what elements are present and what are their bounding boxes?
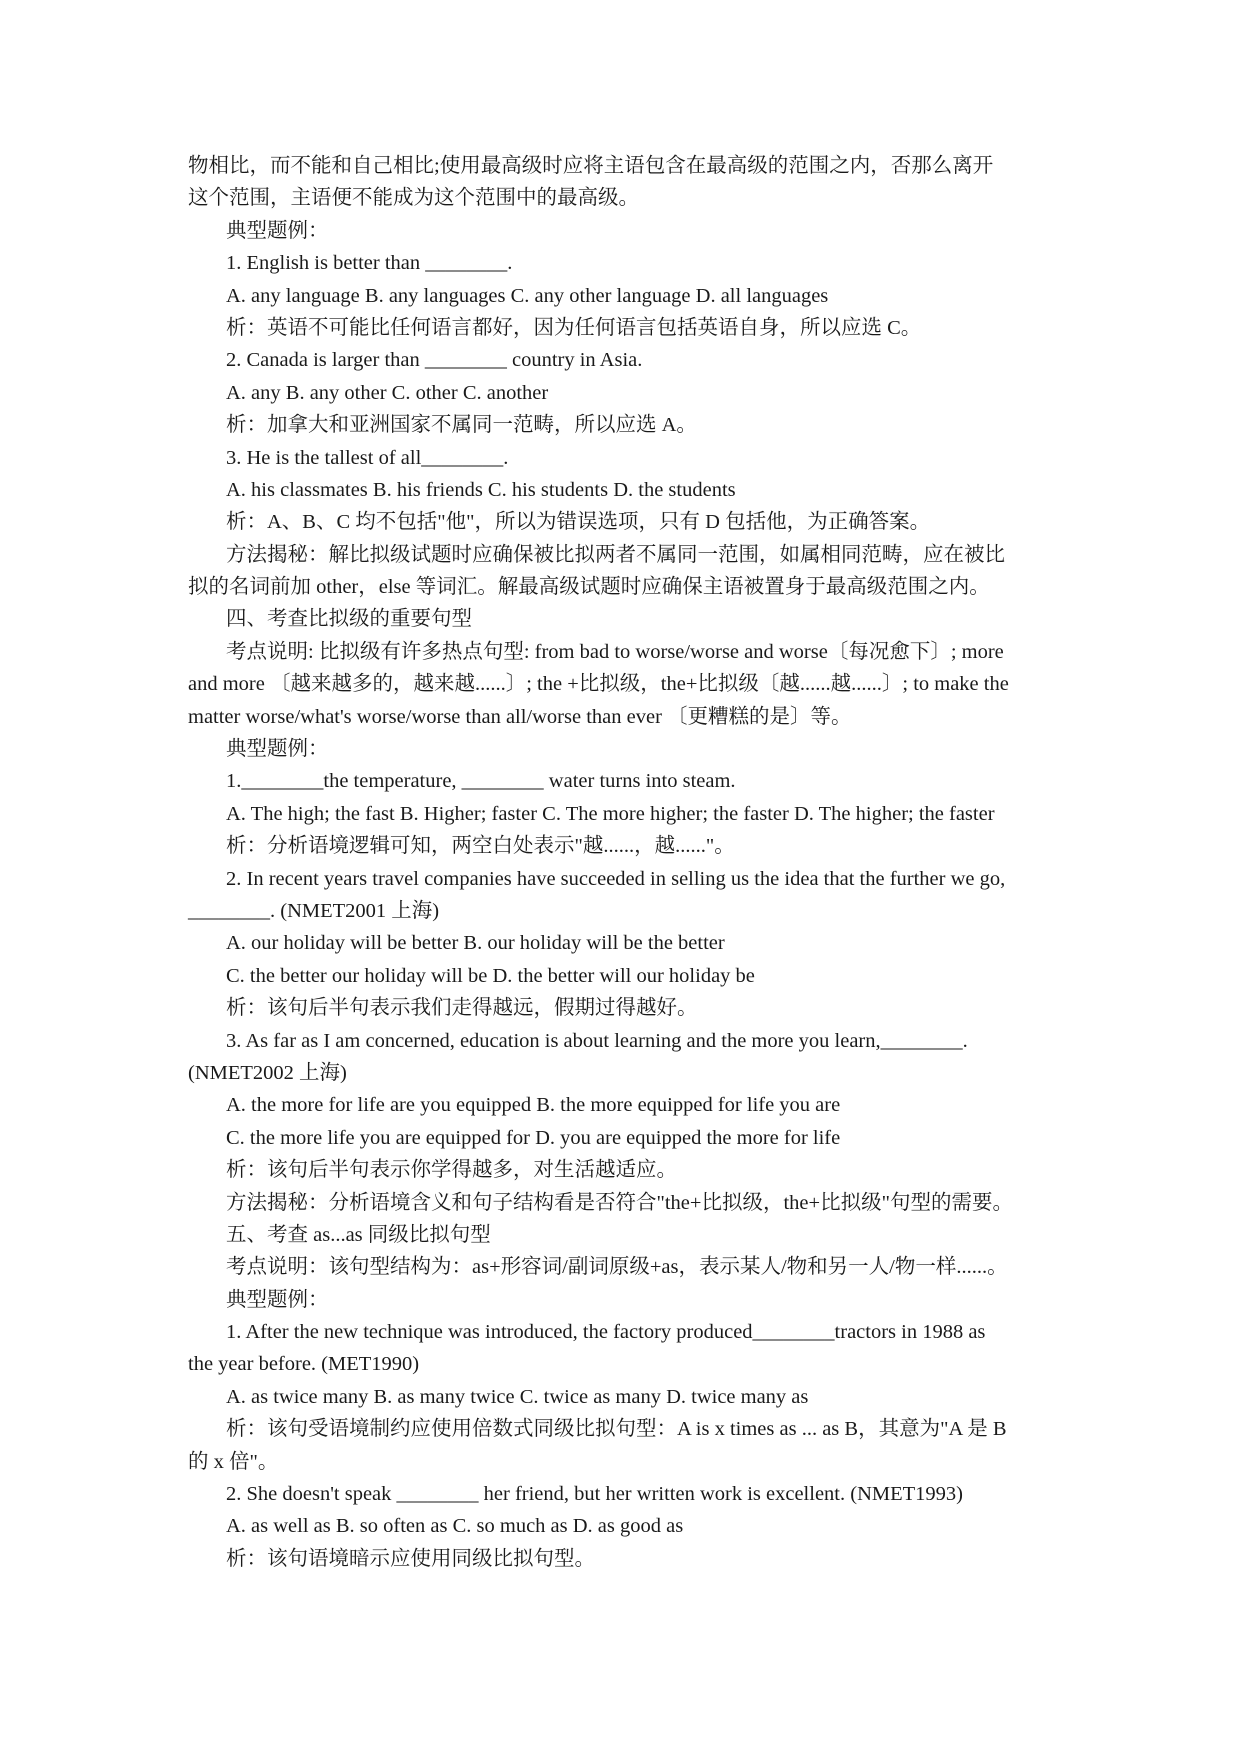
answer-options: A. as well as B. so often as C. so much as D. as good as (226, 1515, 684, 1538)
answer-options: A. any B. any other C. other C. another (226, 381, 549, 404)
analysis-text: 析：该句受语境制约应使用倍数式同级比拟句型：A is x times as ... as B，其意为"A 是 B (226, 1418, 1007, 1441)
explanation-text: matter worse/what's worse/worse than all/worse than ever 〔更糟糕的是〕等。 (188, 705, 852, 728)
analysis-text: 析：英语不可能比任何语言都好，因为任何语言包括英语自身，所以应选 C。 (226, 316, 922, 339)
analysis-text: 析：分析语境逻辑可知，两空白处表示"越......，越......"。 (226, 835, 735, 858)
question-text: 2. Canada is larger than ________ country in Asia. (226, 349, 643, 372)
question-text: 3. He is the tallest of all________. (226, 446, 509, 469)
section-heading: 典型题例： (226, 219, 329, 242)
explanation-text: and more 〔越来越多的，越来越......〕; the +比拟级，the+比拟级〔越......越......〕; to make the (188, 673, 1009, 696)
method-text: 方法揭秘：分析语境含义和句子结构看是否符合"the+比拟级，the+比拟级"句型的需要。 (226, 1191, 1013, 1214)
section-heading: 四、考查比拟级的重要句型 (226, 608, 472, 631)
answer-options: A. our holiday will be better B. our holiday will be the better (226, 932, 725, 955)
question-text: 1. English is better than ________. (226, 252, 513, 275)
answer-options: A. his classmates B. his friends C. his students D. the students (226, 478, 736, 501)
analysis-text: 析：该句语境暗示应使用同级比拟句型。 (226, 1547, 595, 1570)
section-heading: 五、考查 as...as 同级比拟句型 (226, 1223, 491, 1246)
explanation-text: 考点说明：该句型结构为：as+形容词/副词原级+as，表示某人/物和另一人/物一样......。 (226, 1256, 1008, 1279)
question-text: 1. After the new technique was introduced, the factory produced________tractors in 1988 as (226, 1321, 986, 1344)
answer-options: A. as twice many B. as many twice C. twice as many D. twice many as (226, 1385, 809, 1408)
question-text: 3. As far as I am concerned, education is about learning and the more you learn,________. (226, 1029, 968, 1052)
analysis-text: 析：A、B、C 均不包括"他"，所以为错误选项，只有 D 包括他，为正确答案。 (226, 511, 931, 534)
answer-options: A. any language B. any languages C. any other language D. all languages (226, 284, 829, 307)
question-text: 1.________the temperature, ________ water turns into steam. (226, 770, 736, 793)
explanation-text: 考点说明: 比拟级有许多热点句型: from bad to worse/worse and worse〔每况愈下〕; more (226, 640, 1004, 663)
section-heading: 典型题例： (226, 1288, 329, 1311)
text-line: 物相比，而不能和自己相比;使用最高级时应将主语包含在最高级的范围之内，否那么离开 (188, 155, 994, 177)
question-text: the year before. (MET1990) (188, 1353, 420, 1376)
answer-options: A. the more for life are you equipped B. the more equipped for life you are (226, 1094, 841, 1117)
question-text: 2. She doesn't speak ________ her friend, but her written work is excellent. (NMET1993) (226, 1483, 963, 1506)
method-text: 方法揭秘：解比拟级试题时应确保被比拟两者不属同一范围，如属相同范畴，应在被比 (226, 543, 1005, 566)
document-page (188, 150, 1068, 1575)
analysis-text: 析：该句后半句表示我们走得越远，假期过得越好。 (226, 997, 698, 1020)
question-text: ________. (NMET2001 上海) (188, 899, 440, 922)
section-heading: 典型题例： (226, 738, 329, 761)
method-text: 拟的名词前加 other，else 等词汇。解最高级试题时应确保主语被置身于最高级范围之内。 (188, 576, 990, 599)
analysis-text: 析：该句后半句表示你学得越多，对生活越适应。 (226, 1159, 677, 1182)
analysis-text: 析：加拿大和亚洲国家不属同一范畴，所以应选 A。 (226, 414, 697, 437)
answer-options: C. the more life you are equipped for D. you are equipped the more for life (226, 1126, 841, 1149)
answer-options: A. The high; the fast B. Higher; faster C. The more higher; the faster D. The higher; the faster (226, 802, 995, 825)
text-line: 这个范围，主语便不能成为这个范围中的最高级。 (188, 187, 639, 210)
question-text: 2. In recent years travel companies have succeeded in selling us the idea that the further we go, (226, 867, 1006, 890)
question-text: (NMET2002 上海) (188, 1061, 347, 1084)
analysis-text: 的 x 倍"。 (188, 1450, 279, 1473)
answer-options: C. the better our holiday will be D. the better will our holiday be (226, 964, 755, 987)
